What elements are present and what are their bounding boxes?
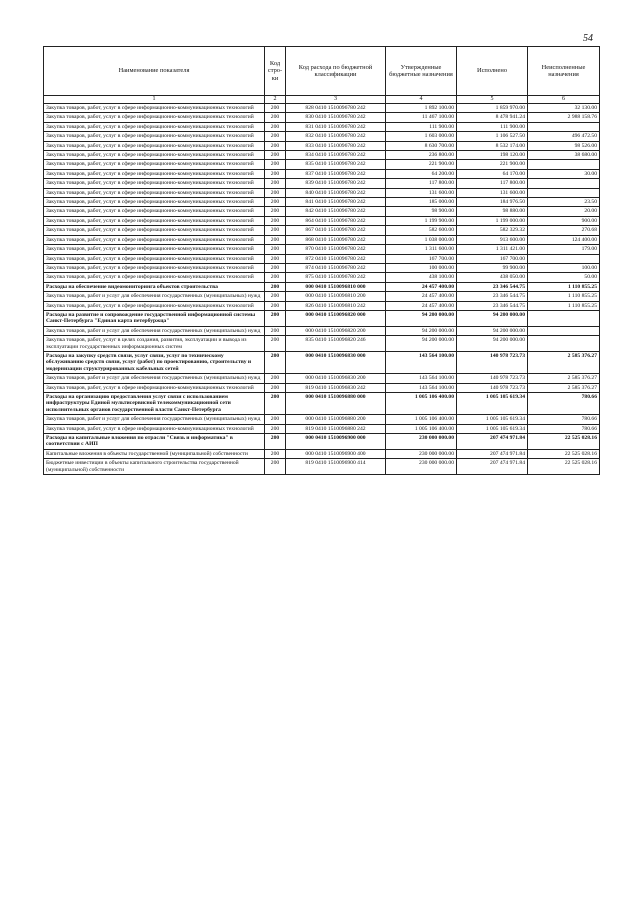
row-kbk: 000 0410 1510096900 000 (286, 434, 386, 450)
row-executed: 23 346 544.75 (457, 301, 528, 310)
row-kbk: 000 0410 1510096900 400 (286, 449, 386, 458)
row-kbk: 000 0410 1510096820 200 (286, 326, 386, 335)
table-row (44, 226, 600, 235)
row-approved: 1 311 600.00 (386, 245, 457, 254)
table-row (44, 132, 600, 141)
row-executed: 207 474 971.84 (457, 434, 528, 450)
row-name: Бюджетные инвестиции в объекты капитального строительства государственной (муниципальной) собственности (44, 459, 265, 475)
table-row (44, 351, 600, 373)
row-approved: 221 900.00 (386, 160, 457, 169)
row-approved: 117 800.00 (386, 179, 457, 188)
row-name: Закупка товаров, работ, услуг в сфере информационно-коммуникационных технологий (44, 113, 265, 122)
row-kbk: 819 0410 1510096830 242 (286, 383, 386, 392)
row-code: 200 (265, 216, 286, 225)
row-code: 200 (265, 113, 286, 122)
row-name: Расходы на капитальные вложения по отрасли "Связь и информатика" в соответствии с АИП (44, 434, 265, 450)
row-unexecuted (528, 254, 600, 263)
row-approved: 1 005 106 400.00 (386, 424, 457, 433)
row-kbk: 831 0410 1510096780 242 (286, 122, 386, 131)
row-code: 200 (265, 336, 286, 352)
row-unexecuted (528, 179, 600, 188)
row-code: 200 (265, 282, 286, 291)
column-index: 5 (457, 96, 528, 104)
table-row (44, 292, 600, 301)
row-name: Закупка товаров, работ, услуг в сфере информационно-коммуникационных технологий (44, 169, 265, 178)
row-code: 200 (265, 415, 286, 424)
column-index: 3 (286, 96, 386, 104)
row-code: 200 (265, 245, 286, 254)
table-row (44, 160, 600, 169)
row-approved: 1 038 000.00 (386, 235, 457, 244)
row-executed: 23 346 544.75 (457, 292, 528, 301)
row-executed: 98 880.00 (457, 207, 528, 216)
row-code: 200 (265, 104, 286, 113)
column-index: 1 (44, 96, 265, 104)
row-approved: 24 457 400.00 (386, 292, 457, 301)
row-kbk: 000 0410 1510096810 000 (286, 282, 386, 291)
row-approved: 143 564 100.00 (386, 351, 457, 373)
row-code: 200 (265, 226, 286, 235)
table-row (44, 179, 600, 188)
row-unexecuted: 22 525 028.16 (528, 434, 600, 450)
row-kbk: 864 0410 1510096780 242 (286, 216, 386, 225)
row-unexecuted: 20.00 (528, 207, 600, 216)
row-executed: 94 200 000.00 (457, 336, 528, 352)
row-code: 200 (265, 351, 286, 373)
row-name: Закупка товаров, работ и услуг для обеспечения государственных (муниципальных) нужд (44, 374, 265, 383)
row-approved: 1 199 900.00 (386, 216, 457, 225)
row-approved: 111 900.00 (386, 122, 457, 131)
row-name: Закупка товаров, работ, услуг в сфере информационно-коммуникационных технологий (44, 383, 265, 392)
row-unexecuted: 1 110 855.25 (528, 282, 600, 291)
row-code: 200 (265, 434, 286, 450)
table-row (44, 141, 600, 150)
column-index: 2 (265, 96, 286, 104)
row-name: Закупка товаров, работ, услуг в сфере информационно-коммуникационных технологий (44, 207, 265, 216)
row-code: 200 (265, 122, 286, 131)
row-code: 200 (265, 198, 286, 207)
row-executed: 1 311 421.00 (457, 245, 528, 254)
row-code: 200 (265, 169, 286, 178)
row-unexecuted: 2 585 376.27 (528, 351, 600, 373)
row-name: Закупка товаров, работ, услуг в сфере информационно-коммуникационных технологий (44, 160, 265, 169)
column-index: 6 (528, 96, 600, 104)
row-name: Закупка товаров, работ и услуг для обеспечения государственных (муниципальных) нужд (44, 415, 265, 424)
row-code: 200 (265, 374, 286, 383)
row-code: 200 (265, 235, 286, 244)
row-code: 200 (265, 424, 286, 433)
row-name: Капитальные вложения в объекты государственной (муниципальной) собственности (44, 449, 265, 458)
row-unexecuted: 22 525 028.16 (528, 459, 600, 475)
row-unexecuted (528, 336, 600, 352)
row-approved: 11 467 100.00 (386, 113, 457, 122)
row-executed: 1 005 105 619.34 (457, 415, 528, 424)
row-kbk: 867 0410 1510096780 242 (286, 226, 386, 235)
row-name: Закупка товаров, работ и услуг для обеспечения государственных (муниципальных) нужд (44, 326, 265, 335)
row-kbk: 833 0410 1510096780 242 (286, 141, 386, 150)
table-row (44, 207, 600, 216)
header-unexecuted: Неисполненные назначения (528, 47, 600, 96)
page-number: 54 (583, 33, 593, 44)
row-executed: 184 976.50 (457, 198, 528, 207)
row-name: Закупка товаров, работ, услуг в сфере информационно-коммуникационных технологий (44, 226, 265, 235)
table-row (44, 235, 600, 244)
row-name: Закупка товаров, работ, услуг в сфере информационно-коммуникационных технологий (44, 141, 265, 150)
row-code: 200 (265, 383, 286, 392)
row-kbk: 832 0410 1510096780 242 (286, 132, 386, 141)
row-unexecuted (528, 310, 600, 326)
row-unexecuted: 2 585 376.27 (528, 383, 600, 392)
row-executed: 140 978 723.73 (457, 383, 528, 392)
row-unexecuted: 900.00 (528, 216, 600, 225)
row-kbk: 000 0410 1510096830 000 (286, 351, 386, 373)
row-executed: 64 170.00 (457, 169, 528, 178)
row-approved: 1 892 100.00 (386, 104, 457, 113)
table-row (44, 245, 600, 254)
row-approved: 24 457 400.00 (386, 282, 457, 291)
row-unexecuted: 270.68 (528, 226, 600, 235)
row-code: 200 (265, 207, 286, 216)
row-executed: 94 200 000.00 (457, 326, 528, 335)
table-row (44, 393, 600, 415)
row-unexecuted: 179.00 (528, 245, 600, 254)
row-kbk: 000 0410 1510096830 200 (286, 374, 386, 383)
row-executed: 582 329.32 (457, 226, 528, 235)
row-approved: 236 800.00 (386, 151, 457, 160)
table-row (44, 459, 600, 475)
row-kbk: 819 0410 1510096880 242 (286, 424, 386, 433)
row-unexecuted (528, 188, 600, 197)
header-executed: Исполнено (457, 47, 528, 96)
row-approved: 24 457 400.00 (386, 301, 457, 310)
row-kbk: 841 0410 1510096780 242 (286, 198, 386, 207)
row-approved: 131 600.00 (386, 188, 457, 197)
row-executed: 221 900.00 (457, 160, 528, 169)
row-kbk: 828 0410 1510096780 242 (286, 104, 386, 113)
row-unexecuted: 1 110 855.25 (528, 292, 600, 301)
row-approved: 230 000 000.00 (386, 449, 457, 458)
row-approved: 1 005 106 400.00 (386, 415, 457, 424)
row-unexecuted: 780.66 (528, 393, 600, 415)
row-name: Закупка товаров, работ, услуг в сфере информационно-коммуникационных технологий (44, 235, 265, 244)
row-approved: 1 005 106 400.00 (386, 393, 457, 415)
row-executed: 1 199 000.00 (457, 216, 528, 225)
row-approved: 143 564 100.00 (386, 374, 457, 383)
row-kbk: 826 0410 1510096810 242 (286, 301, 386, 310)
row-executed: 8 478 941.24 (457, 113, 528, 122)
header-row (44, 47, 600, 96)
row-unexecuted (528, 326, 600, 335)
row-kbk: 830 0410 1510096780 242 (286, 113, 386, 122)
table-row (44, 113, 600, 122)
row-unexecuted (528, 160, 600, 169)
table-row (44, 449, 600, 458)
row-unexecuted: 1 110 855.25 (528, 301, 600, 310)
row-kbk: 837 0410 1510096780 242 (286, 169, 386, 178)
row-executed: 140 978 723.73 (457, 374, 528, 383)
row-unexecuted: 2 585 376.27 (528, 374, 600, 383)
row-unexecuted: 22 525 028.16 (528, 449, 600, 458)
row-code: 200 (265, 254, 286, 263)
row-kbk: 835 0410 1510096820 246 (286, 336, 386, 352)
row-executed: 131 600.00 (457, 188, 528, 197)
row-kbk: 834 0410 1510096780 242 (286, 151, 386, 160)
row-name: Закупка товаров, работ, услуг в целях создания, развития, эксплуатации и вывода из эксплуатации государственных информационных систем (44, 336, 265, 352)
row-code: 200 (265, 132, 286, 141)
row-unexecuted: 780.66 (528, 415, 600, 424)
budget-execution-table (43, 46, 600, 475)
header-name: Наименование показателя (44, 47, 265, 96)
row-code: 200 (265, 188, 286, 197)
row-executed: 111 900.00 (457, 122, 528, 131)
row-kbk: 000 0410 1510096880 200 (286, 415, 386, 424)
row-executed: 207 474 971.84 (457, 449, 528, 458)
row-unexecuted: 30.00 (528, 169, 600, 178)
row-approved: 8 630 700.00 (386, 141, 457, 150)
table-row (44, 383, 600, 392)
row-executed: 140 978 723.73 (457, 351, 528, 373)
row-name: Закупка товаров, работ, услуг в сфере информационно-коммуникационных технологий (44, 424, 265, 433)
row-kbk: 000 0410 1510096880 000 (286, 393, 386, 415)
row-name: Закупка товаров, работ, услуг в сфере информационно-коммуникационных технологий (44, 301, 265, 310)
row-code: 200 (265, 449, 286, 458)
table-row (44, 216, 600, 225)
row-code: 200 (265, 141, 286, 150)
row-name: Закупка товаров, работ, услуг в сфере информационно-коммуникационных технологий (44, 132, 265, 141)
row-code: 200 (265, 160, 286, 169)
row-kbk: 875 0410 1510096780 242 (286, 273, 386, 282)
row-kbk: 872 0410 1510096780 242 (286, 254, 386, 263)
row-kbk: 000 0410 1510096810 200 (286, 292, 386, 301)
row-executed: 1 005 105 619.34 (457, 424, 528, 433)
row-name: Закупка товаров, работ, услуг в сфере информационно-коммуникационных технологий (44, 254, 265, 263)
row-approved: 64 200.00 (386, 169, 457, 178)
row-approved: 185 000.00 (386, 198, 457, 207)
table-row (44, 198, 600, 207)
row-code: 200 (265, 310, 286, 326)
row-approved: 230 000 000.00 (386, 459, 457, 475)
row-approved: 94 200 000.00 (386, 336, 457, 352)
row-kbk: 819 0410 1510096900 414 (286, 459, 386, 475)
row-executed: 1 859 970.00 (457, 104, 528, 113)
row-name: Расходы на обеспечение видеомониторинга объектов строительства (44, 282, 265, 291)
table-row (44, 273, 600, 282)
row-name: Закупка товаров, работ, услуг в сфере информационно-коммуникационных технологий (44, 245, 265, 254)
row-code: 200 (265, 393, 286, 415)
table-row (44, 301, 600, 310)
table-row (44, 434, 600, 450)
row-name: Закупка товаров, работ, услуг в сфере информационно-коммуникационных технологий (44, 151, 265, 160)
row-approved: 230 000 000.00 (386, 434, 457, 450)
row-approved: 582 600.00 (386, 226, 457, 235)
row-name: Закупка товаров, работ, услуг в сфере информационно-коммуникационных технологий (44, 122, 265, 131)
row-name: Закупка товаров, работ, услуг в сфере информационно-коммуникационных технологий (44, 273, 265, 282)
header-approved: Утвержденные бюджетные назначения (386, 47, 457, 96)
table-row (44, 282, 600, 291)
column-index: 4 (386, 96, 457, 104)
row-unexecuted: 50.00 (528, 273, 600, 282)
row-name: Расходы на закупку средств связи, услуг связи, услуг по техническому обслуживанию средств связи, услуг (работ) по проектированию, строительству и модернизации структурированных кабельных сетей (44, 351, 265, 373)
row-executed: 1 005 105 619.34 (457, 393, 528, 415)
row-code: 200 (265, 459, 286, 475)
row-kbk: 000 0410 1510096820 000 (286, 310, 386, 326)
row-executed: 167 700.00 (457, 254, 528, 263)
table-row (44, 424, 600, 433)
row-executed: 198 120.00 (457, 151, 528, 160)
row-executed: 1 106 527.50 (457, 132, 528, 141)
row-name: Закупка товаров, работ и услуг для обеспечения государственных (муниципальных) нужд (44, 292, 265, 301)
table-row (44, 310, 600, 326)
table-row (44, 263, 600, 272)
row-approved: 100 000.00 (386, 263, 457, 272)
row-kbk: 839 0410 1510096780 242 (286, 179, 386, 188)
row-code: 200 (265, 151, 286, 160)
table-row (44, 336, 600, 352)
row-unexecuted: 23.50 (528, 198, 600, 207)
row-code: 200 (265, 263, 286, 272)
row-kbk: 868 0410 1510096780 242 (286, 235, 386, 244)
table-row (44, 326, 600, 335)
row-approved: 143 564 100.00 (386, 383, 457, 392)
table-row (44, 188, 600, 197)
header-code: Код стро-ки (265, 47, 286, 96)
row-executed: 99 900.00 (457, 263, 528, 272)
row-approved: 438 100.00 (386, 273, 457, 282)
row-unexecuted: 98 526.00 (528, 141, 600, 150)
row-kbk: 840 0410 1510096780 242 (286, 188, 386, 197)
table-body (44, 104, 600, 475)
table-row (44, 374, 600, 383)
row-executed: 207 474 971.84 (457, 459, 528, 475)
row-executed: 117 800.00 (457, 179, 528, 188)
row-approved: 94 200 000.00 (386, 326, 457, 335)
column-index-row (44, 96, 600, 104)
row-name: Закупка товаров, работ, услуг в сфере информационно-коммуникационных технологий (44, 198, 265, 207)
row-executed: 8 532 174.00 (457, 141, 528, 150)
row-unexecuted: 2 988 158.76 (528, 113, 600, 122)
row-executed: 23 346 544.75 (457, 282, 528, 291)
row-code: 200 (265, 326, 286, 335)
table-row (44, 151, 600, 160)
row-approved: 98 900.00 (386, 207, 457, 216)
row-kbk: 870 0410 1510096780 242 (286, 245, 386, 254)
row-name: Расходы на организацию предоставления услуг связи с использованием инфраструктуры Единой мультисервисной телекоммуникационной сети исполнительных органов государственной власти Санкт-Петербурга (44, 393, 265, 415)
row-executed: 913 600.00 (457, 235, 528, 244)
row-approved: 1 603 000.00 (386, 132, 457, 141)
row-kbk: 874 0410 1510096780 242 (286, 263, 386, 272)
row-code: 200 (265, 292, 286, 301)
row-unexecuted: 780.66 (528, 424, 600, 433)
row-kbk: 835 0410 1510096780 242 (286, 160, 386, 169)
row-code: 200 (265, 301, 286, 310)
table-row (44, 254, 600, 263)
row-unexecuted: 32 130.00 (528, 104, 600, 113)
row-unexecuted: 38 680.00 (528, 151, 600, 160)
table-row (44, 104, 600, 113)
row-approved: 94 200 000.00 (386, 310, 457, 326)
row-name: Расходы на развитие и сопровождение государственной информационной системы Санкт-Петербурга "Единая карта петербуржца" (44, 310, 265, 326)
row-unexecuted (528, 122, 600, 131)
row-name: Закупка товаров, работ, услуг в сфере информационно-коммуникационных технологий (44, 263, 265, 272)
row-kbk: 842 0410 1510096780 242 (286, 207, 386, 216)
header-kbk: Код расхода по бюджетной классификации (286, 47, 386, 96)
row-unexecuted: 496 472.50 (528, 132, 600, 141)
table-row (44, 122, 600, 131)
row-name: Закупка товаров, работ, услуг в сфере информационно-коммуникационных технологий (44, 104, 265, 113)
row-unexecuted: 124 400.00 (528, 235, 600, 244)
row-executed: 438 050.00 (457, 273, 528, 282)
row-approved: 167 700.00 (386, 254, 457, 263)
row-name: Закупка товаров, работ, услуг в сфере информационно-коммуникационных технологий (44, 179, 265, 188)
table-row (44, 415, 600, 424)
row-code: 200 (265, 179, 286, 188)
row-code: 200 (265, 273, 286, 282)
row-name: Закупка товаров, работ, услуг в сфере информационно-коммуникационных технологий (44, 216, 265, 225)
row-executed: 94 200 000.00 (457, 310, 528, 326)
row-unexecuted: 100.00 (528, 263, 600, 272)
table-row (44, 169, 600, 178)
row-name: Закупка товаров, работ, услуг в сфере информационно-коммуникационных технологий (44, 188, 265, 197)
